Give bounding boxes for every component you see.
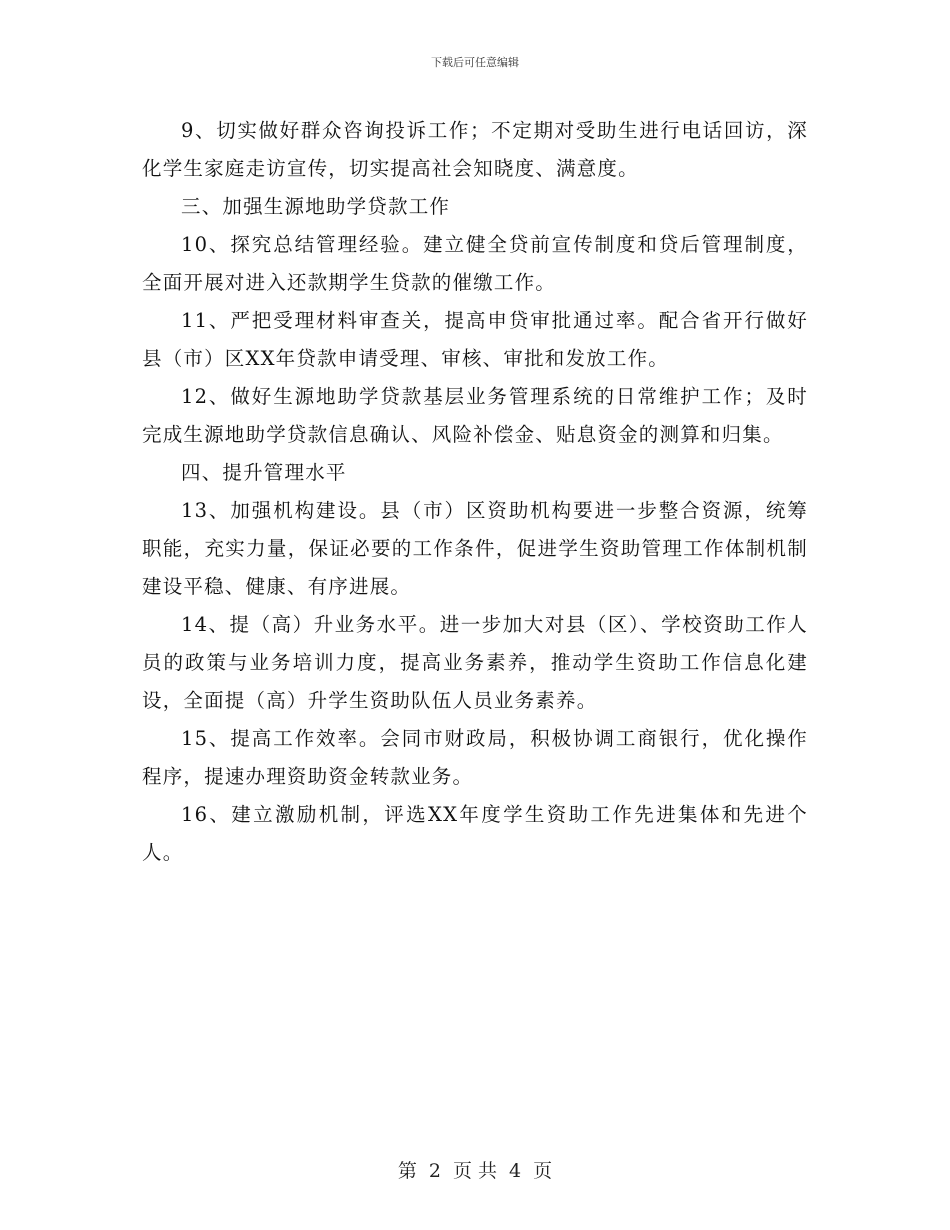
paragraph-item-9: 9、切实做好群众咨询投诉工作；不定期对受助生进行电话回访，深化学生家庭走访宣传，切实提高社会知晓度、满意度。: [142, 119, 808, 180]
section-heading-4: 四、提升管理水平: [181, 461, 347, 484]
paragraph-item-11: 11、严把受理材料审查关，提高申贷审批通过率。配合省开行做好县（市）区XX年贷款申请受理、审核、审批和发放工作。: [142, 309, 808, 370]
header-note: 下载后可任意编辑: [431, 56, 519, 69]
current-page-number: 2: [428, 1160, 441, 1182]
paragraph-item-10: 10、探究总结管理经验。建立健全贷前宣传制度和贷后管理制度，全面开展对进入还款期学生贷款的催缴工作。: [142, 233, 808, 294]
paragraph-item-14: 14、提（高）升业务水平。进一步加大对县（区）、学校资助工作人员的政策与业务培训力度，提高业务素养，推动学生资助工作信息化建设，全面提（高）升学生资助队伍人员业务素养。: [142, 613, 808, 712]
total-pages-number: 4: [509, 1160, 522, 1182]
document-body: [142, 112, 808, 872]
paragraph-item-13: 13、加强机构建设。县（市）区资助机构要进一步整合资源，统筹职能，充实力量，保证必要的工作条件，促进学生资助管理工作体制机制建设平稳、健康、有序进展。: [142, 499, 808, 598]
paragraph-item-12: 12、做好生源地助学贷款基层业务管理系统的日常维护工作；及时完成生源地助学贷款信息确认、风险补偿金、贴息资金的测算和归集。: [142, 385, 808, 446]
page-footer: [0, 1156, 950, 1183]
section-heading-3: 三、加强生源地助学贷款工作: [181, 195, 451, 218]
footer-suffix: 页: [533, 1160, 553, 1182]
paragraph-item-16: 16、建立激励机制，评选XX年度学生资助工作先进集体和先进个人。: [142, 803, 808, 864]
paragraph-item-15: 15、提高工作效率。会同市财政局，积极协调工商银行，优化操作程序，提速办理资助资金转款业务。: [142, 727, 808, 788]
footer-middle: 页 共: [452, 1160, 498, 1182]
footer-prefix: 第: [397, 1160, 417, 1182]
